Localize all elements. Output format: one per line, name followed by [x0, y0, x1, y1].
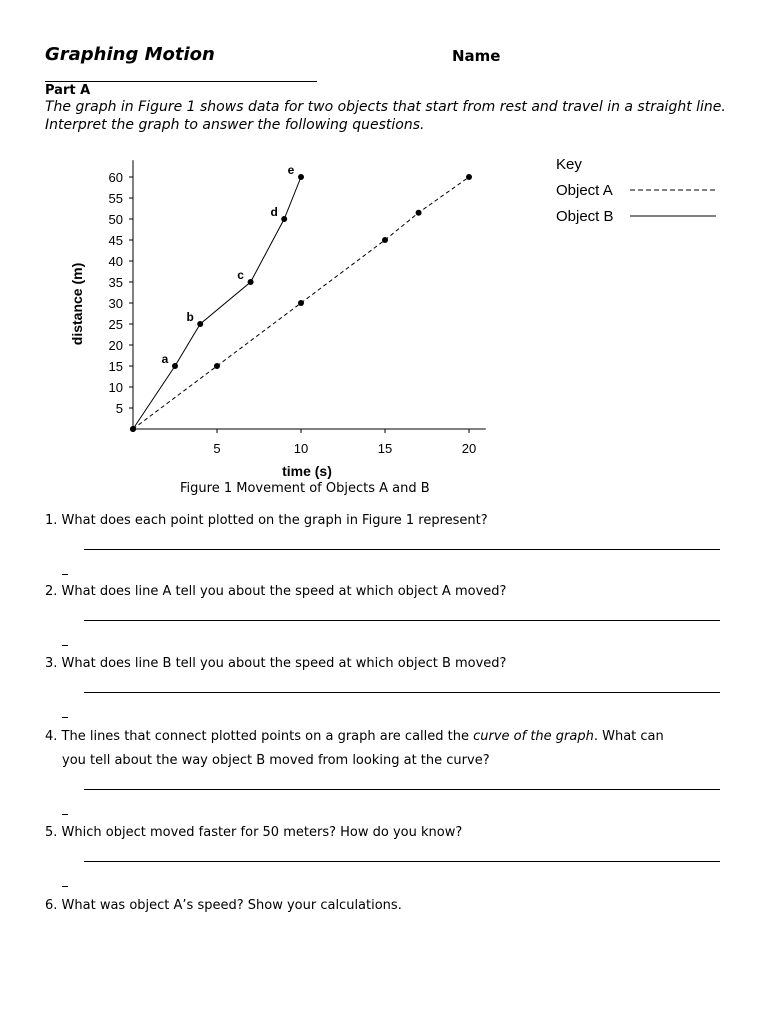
- intro-text: The graph in Figure 1 shows data for two objects that start from rest and travel in a straight line. Interpret the graph to answer the following questions.: [45, 99, 726, 133]
- point-label: a: [161, 352, 169, 366]
- point-label: e: [287, 163, 295, 177]
- question-text-part: you tell about the way object B moved from looking at the curve?: [62, 753, 490, 768]
- answer-line-continuation: [62, 814, 68, 815]
- y-axis-label: distance (m): [69, 262, 85, 346]
- title-underline: [45, 81, 317, 82]
- data-point: [298, 174, 304, 180]
- y-tick-label: 60: [108, 170, 123, 185]
- answer-line-continuation: [62, 645, 68, 646]
- answer-line-continuation: [62, 574, 68, 575]
- y-tick-label: 45: [108, 233, 123, 248]
- y-tick-label: 10: [108, 380, 123, 395]
- figure-1-chart: [0, 140, 768, 480]
- data-point: [197, 321, 203, 327]
- data-point: [416, 210, 422, 216]
- data-point: [214, 363, 220, 369]
- legend-entry-label: Object A: [556, 182, 613, 199]
- data-point: [281, 216, 287, 222]
- question-text-part: 4. The lines that connect plotted points on a graph are called the: [45, 729, 474, 744]
- y-tick-label: 20: [108, 338, 123, 353]
- worksheet-title: Graphing Motion: [45, 44, 215, 65]
- y-ticks: [109, 170, 133, 416]
- x-tick-label: 15: [377, 441, 393, 456]
- data-point: [298, 300, 304, 306]
- answer-line-continuation: [62, 717, 68, 718]
- y-tick-label: 15: [108, 359, 123, 374]
- x-tick-label: 20: [461, 441, 477, 456]
- question-text-part: curve of the graph: [473, 729, 594, 744]
- x-tick-label: 10: [293, 441, 309, 456]
- question-1: 1. What does each point plotted on the graph in Figure 1 represent?: [45, 513, 488, 528]
- legend-title: Key: [556, 156, 582, 173]
- question-6: 6. What was object A’s speed? Show your calculations.: [45, 898, 402, 913]
- chart-axes: [133, 160, 486, 429]
- y-tick-label: 35: [108, 275, 123, 290]
- data-point: [466, 174, 472, 180]
- point-label: b: [186, 310, 194, 324]
- y-tick-label: 40: [108, 254, 123, 269]
- answer-line[interactable]: [84, 861, 720, 862]
- answer-line-continuation: [62, 886, 68, 887]
- legend-entry-label: Object B: [556, 208, 614, 225]
- data-point: [248, 279, 254, 285]
- point-label: c: [237, 268, 244, 282]
- chart-series: [130, 163, 472, 432]
- data-point: [172, 363, 178, 369]
- part-heading: Part A: [45, 83, 91, 98]
- y-tick-label: 55: [108, 191, 123, 206]
- x-tick-label: 5: [213, 441, 221, 456]
- point-label: d: [270, 205, 278, 219]
- name-label: Name: [452, 47, 501, 65]
- y-tick-label: 50: [108, 212, 123, 227]
- question-text-part: . What can: [593, 729, 664, 744]
- question-4: [45, 725, 735, 773]
- x-ticks: [213, 429, 476, 456]
- answer-line[interactable]: [84, 789, 720, 790]
- y-tick-label: 30: [108, 296, 123, 311]
- question-3: 3. What does line B tell you about the speed at which object B moved?: [45, 656, 507, 671]
- data-point: [130, 426, 136, 432]
- answer-line[interactable]: [84, 692, 720, 693]
- data-point: [382, 237, 388, 243]
- answer-line[interactable]: [84, 620, 720, 621]
- question-2: 2. What does line A tell you about the speed at which object A moved?: [45, 584, 507, 599]
- question-5: 5. Which object moved faster for 50 meters? How do you know?: [45, 825, 463, 840]
- y-tick-label: 5: [115, 401, 123, 416]
- chart-legend: [556, 156, 716, 225]
- figure-caption: Figure 1 Movement of Objects A and B: [180, 481, 430, 496]
- x-axis-label: time (s): [282, 463, 332, 479]
- answer-line[interactable]: [84, 549, 720, 550]
- y-tick-label: 25: [108, 317, 123, 332]
